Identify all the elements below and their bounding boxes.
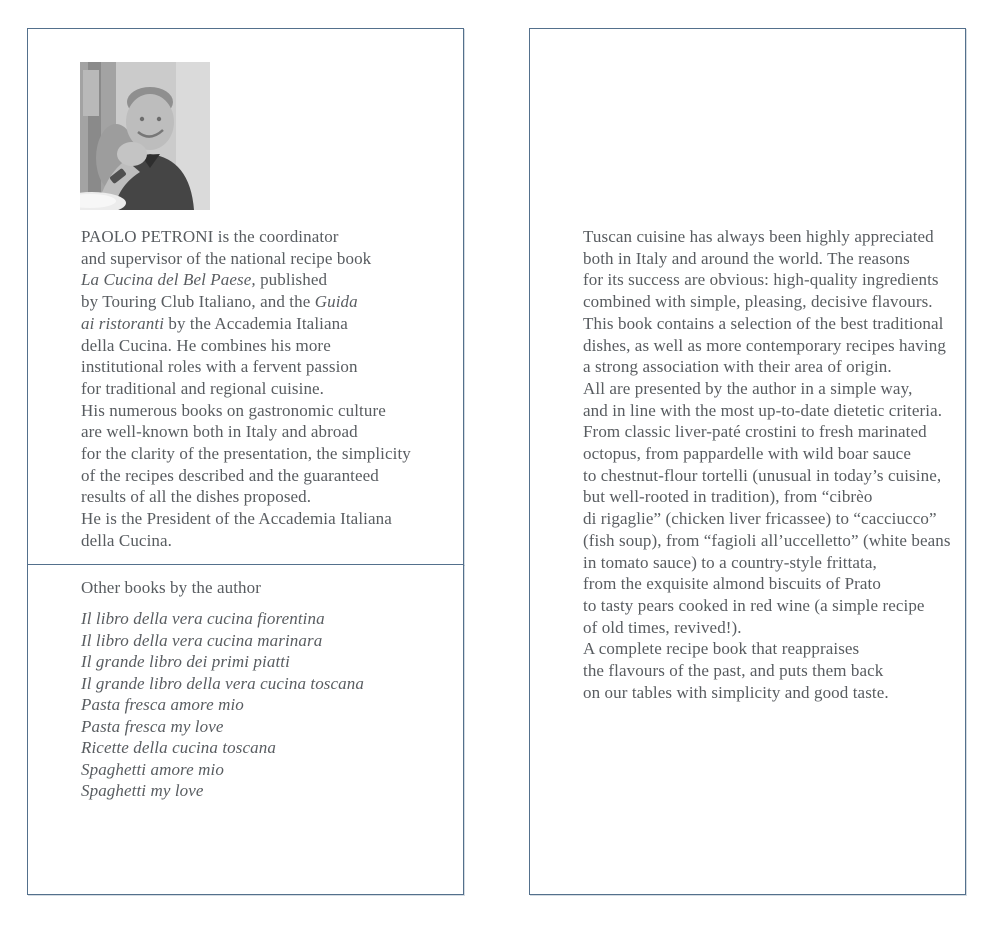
text-line: on our tables with simplicity and good taste. <box>583 682 889 702</box>
text-line: Il grande libro della vera cucina toscana <box>81 673 364 693</box>
text-line: di rigaglie” (chicken liver fricassee) to “cacciucco” <box>583 509 937 529</box>
text-line: This book contains a selection of the best traditional <box>583 313 944 333</box>
text-line: Pasta fresca my love <box>81 716 224 736</box>
photo-face <box>126 94 174 150</box>
text-line: for traditional and regional cuisine. <box>81 378 325 398</box>
text-line: from the exquisite almond biscuits of Prato <box>583 574 881 594</box>
text-line: by Touring Club Italiano, and the Guida <box>81 292 358 312</box>
text-line: but well-rooted in tradition), from “cibrèo <box>583 487 873 507</box>
text-line: octopus, from pappardelle with wild boar sauce <box>583 444 911 464</box>
text-line: Il libro della vera cucina fiorentina <box>81 609 325 628</box>
text-line: From classic liver-paté crostini to fresh marinated <box>583 422 927 442</box>
text-line: Spaghetti my love <box>81 781 204 800</box>
text-line: (fish soup), from “fagioli all’uccelletto” (white beans <box>583 530 951 550</box>
text-line: He is the President of the Accademia Italiana <box>81 509 392 529</box>
text-line: to chestnut-flour tortelli (unusual in today’s cuisine, <box>583 465 942 485</box>
text-line: La Cucina del Bel Paese, published <box>81 270 328 290</box>
text-line: His numerous books on gastronomic culture <box>81 400 386 420</box>
text-line: are well-known both in Italy and abroad <box>81 422 358 442</box>
author-bio-text <box>81 226 411 552</box>
text-line: Pasta fresca amore mio <box>81 695 244 714</box>
text-line: Ricette della cucina toscana <box>81 738 276 757</box>
text-line: and supervisor of the national recipe book <box>81 248 372 268</box>
text-line: a strong association with their area of origin. <box>583 357 892 377</box>
other-books-list <box>81 608 364 802</box>
text-line: results of all the dishes proposed. <box>81 487 312 507</box>
text-line: Il grande libro dei primi piatti <box>81 652 290 671</box>
book-blurb-text <box>583 226 951 703</box>
text-line: della Cucina. <box>81 530 172 550</box>
text-line: to tasty pears cooked in red wine (a simple recipe <box>583 595 925 615</box>
text-line: A complete recipe book that reappraises <box>583 639 860 659</box>
text-line: ai ristoranti by the Accademia Italiana <box>81 313 348 333</box>
text-line: of old times, revived!). <box>583 617 742 637</box>
text-line: All are presented by the author in a simple way, <box>583 378 913 398</box>
text-line: Tuscan cuisine has always been highly appreciated <box>583 227 934 246</box>
text-line: and in line with the most up-to-date dietetic criteria. <box>583 400 943 420</box>
text-line: Spaghetti amore mio <box>81 759 224 779</box>
text-line: Il libro della vera cucina marinara <box>81 630 323 650</box>
text-line: in tomato sauce) to a country-style frittata, <box>583 552 877 572</box>
author-photo <box>80 62 210 210</box>
other-books-heading: Other books by the author <box>81 578 262 597</box>
text-line: dishes, as well as more contemporary recipes having <box>583 335 946 355</box>
photo-hand <box>117 142 147 166</box>
text-line: of the recipes described and the guaranteed <box>81 465 379 485</box>
text-line: both in Italy and around the world. The reasons <box>583 248 910 268</box>
text-line: for the clarity of the presentation, the simplicity <box>81 444 411 464</box>
text-line: della Cucina. He combines his more <box>81 335 331 355</box>
text-line: the flavours of the past, and puts them back <box>583 661 884 681</box>
text-line: institutional roles with a fervent passion <box>81 357 358 377</box>
text-line: for its success are obvious: high-quality ingredients <box>583 270 939 290</box>
text-line: PAOLO PETRONI is the coordinator <box>81 227 339 246</box>
text-line: combined with simple, pleasing, decisive flavours. <box>583 292 933 312</box>
